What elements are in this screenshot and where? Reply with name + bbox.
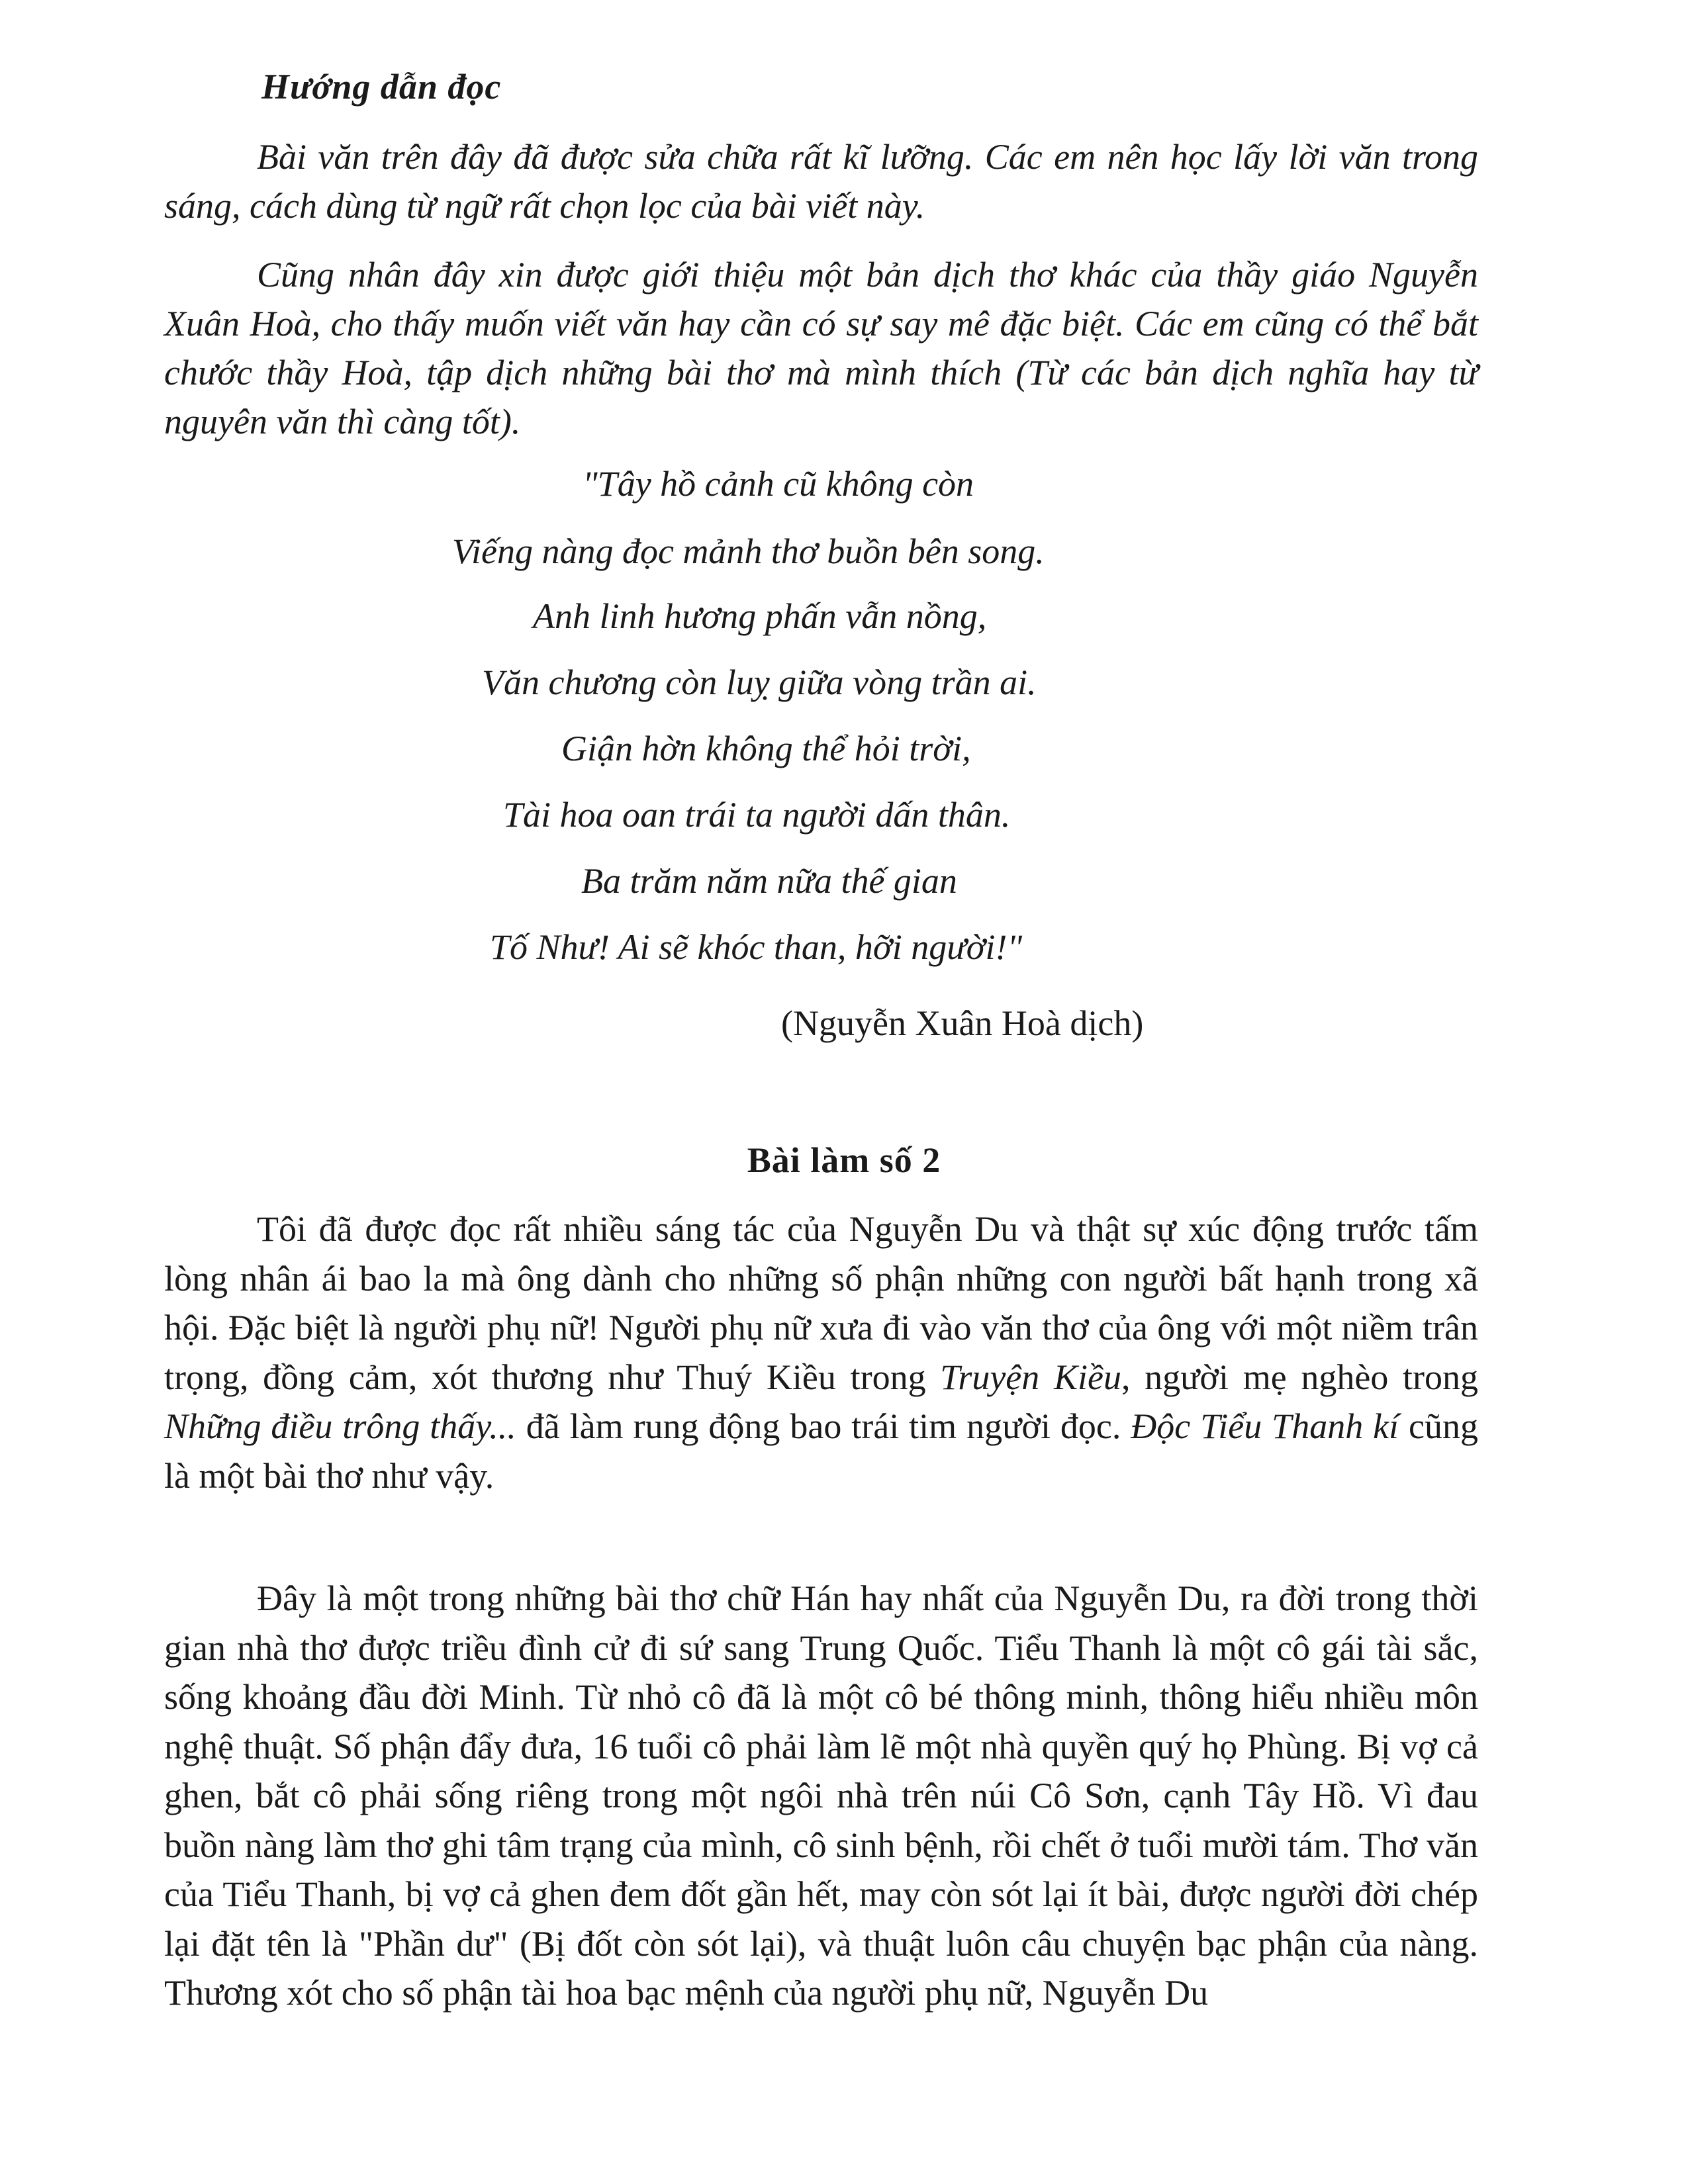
poem-line: Tài hoa oan trái ta người dấn thân. xyxy=(503,795,1011,835)
work-title: Độc Tiểu Thanh kí xyxy=(1131,1406,1399,1446)
guide-paragraph-2: Cũng nhân đây xin được giới thiệu một bản dịch thơ khác của thầy giáo Nguyễn Xuân Hoà, cho thấy muốn viết văn hay cần có sự say mê đặc biệt. Các em cũng có thể bắt chước thầy Hoà, tập dịch những bài thơ mà mình thích (Từ các bản dịch nghĩa hay từ nguyên văn thì càng tốt). xyxy=(164,255,1478,441)
poem-line: Viếng nàng đọc mảnh thơ buồn bên song. xyxy=(452,531,1045,571)
essay-text: đã làm rung động bao trái tim người đọc. xyxy=(516,1406,1131,1446)
poem-line: Ba trăm năm nữa thế gian xyxy=(581,861,957,901)
guide-heading: Hướng dẫn đọc xyxy=(261,67,502,107)
work-title: Những điều trông thấy... xyxy=(164,1406,516,1446)
poem-line: "Tây hồ cảnh cũ không còn xyxy=(583,464,974,504)
translator-credit: (Nguyễn Xuân Hoà dịch) xyxy=(781,1003,1144,1043)
guide-paragraph-1: Bài văn trên đây đã được sửa chữa rất kĩ lưỡng. Các em nên học lấy lời văn trong sáng, cách dùng từ ngữ rất chọn lọc của bài viết này. xyxy=(164,137,1478,226)
poem-line: Văn chương còn luỵ giữa vòng trần ai. xyxy=(482,662,1037,702)
essay-text: , người mẹ nghèo trong xyxy=(1121,1357,1479,1397)
essay-text: cũng là một bài thơ như vậy. xyxy=(164,1406,1479,1496)
poem-line: Anh linh hương phấn vẫn nồng, xyxy=(533,596,987,636)
poem-line: Tố Như! Ai sẽ khóc than, hỡi người!" xyxy=(490,927,1023,967)
essay-text: Tôi đã được đọc rất nhiều sáng tác của Nguyễn Du và thật sự xúc động trước tấm lòng nhân ái bao la mà ông dành cho những số phận những con người bất hạnh trong xã hội. Đặc biệt là người phụ nữ! Người phụ nữ xưa đi vào văn thơ của ông với một niềm trân trọng, đồng cảm, xót thương như Thuý Kiều trong xyxy=(164,1209,1478,1397)
essay-title: Bài làm số 2 xyxy=(747,1140,941,1180)
essay-paragraph-1 xyxy=(164,1205,1478,1500)
poem-line: Giận hờn không thể hỏi trời, xyxy=(561,729,971,768)
work-title: Truyện Kiều xyxy=(940,1357,1121,1397)
essay-paragraph-2: Đây là một trong những bài thơ chữ Hán hay nhất của Nguyễn Du, ra đời trong thời gian nhà thơ được triều đình cử đi sứ sang Trung Quốc. Tiểu Thanh là một cô gái tài sắc, sống khoảng đầu đời Minh. Từ nhỏ cô đã là một cô bé thông minh, thông hiểu nhiều môn nghệ thuật. Số phận đẩy đưa, 16 tuổi cô phải làm lẽ một nhà quyền quý họ Phùng. Bị vợ cả ghen, bắt cô phải sống riêng trong một ngôi nhà trên núi Cô Sơn, cạnh Tây Hồ. Vì đau buồn nàng làm thơ ghi tâm trạng của mình, cô sinh bệnh, rồi chết ở tuổi mười tám. Thơ văn của Tiểu Thanh, bị vợ cả ghen đem đốt gần hết, may còn sót lại ít bài, được người đời chép lại đặt tên là "Phần dư" (Bị đốt còn sót lại), và thuật luôn câu chuyện bạc phận của nàng. Thương xót cho số phận tài hoa bạc mệnh của người phụ nữ, Nguyễn Du xyxy=(164,1578,1478,2013)
